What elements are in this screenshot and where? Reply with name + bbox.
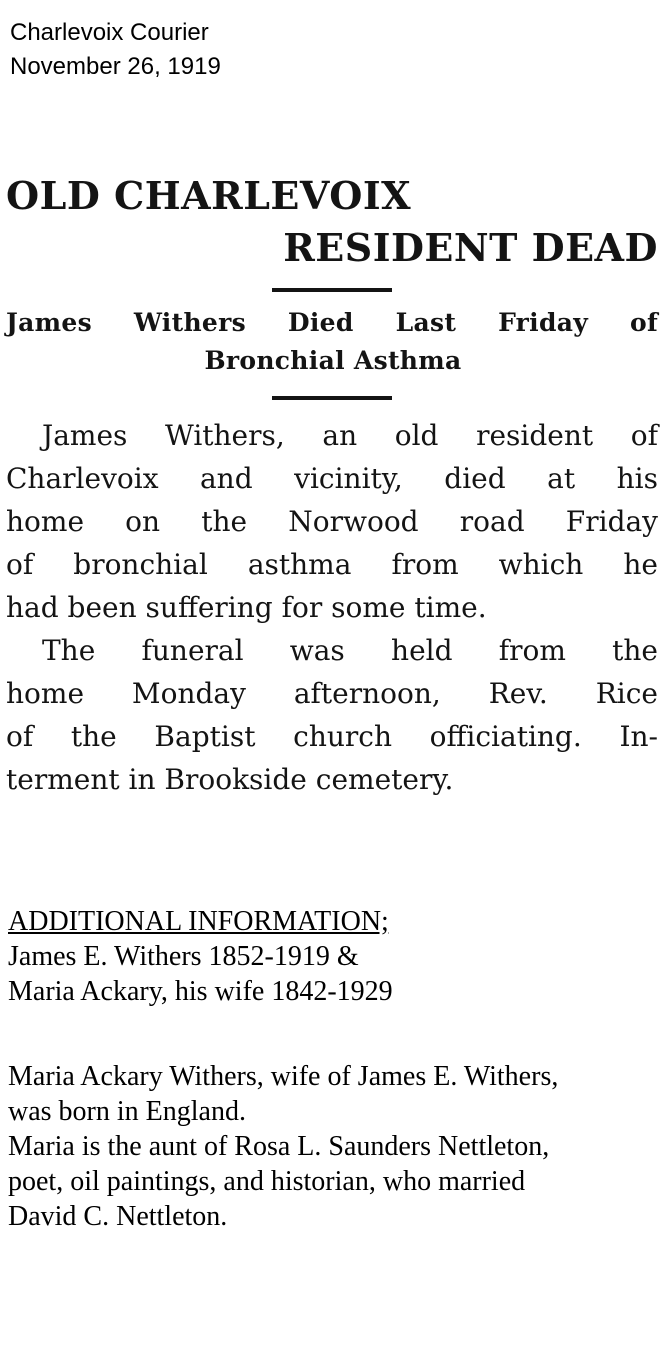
article-line: of the Baptist church officiating. In- xyxy=(6,720,658,753)
subheadline-line-2: Bronchial Asthma xyxy=(204,346,462,375)
additional-line: was born in England. xyxy=(8,1096,246,1127)
additional-line: Maria is the aunt of Rosa L. Saunders Nettleton, xyxy=(8,1131,550,1162)
article-paragraph-2 xyxy=(0,629,666,801)
article-line: had been suffering for some time. xyxy=(6,591,487,624)
article-paragraph-1 xyxy=(0,414,666,629)
article-line: James Withers, an old resident of xyxy=(42,419,658,452)
article-line: home on the Norwood road Friday xyxy=(6,505,658,538)
additional-heading: ADDITIONAL INFORMATION; xyxy=(8,906,389,937)
additional-line: poet, oil paintings, and historian, who married xyxy=(8,1166,526,1197)
headline-line-2: RESIDENT DEAD xyxy=(283,225,658,270)
headline-line-1: OLD CHARLEVOIX xyxy=(6,173,412,218)
article-line: terment in Brookside cemetery. xyxy=(6,763,454,796)
publication-name: Charlevoix Courier xyxy=(10,19,209,46)
article-line: of bronchial asthma from which he xyxy=(6,548,658,581)
additional-line: Maria Ackary, his wife 1842-1929 xyxy=(8,976,393,1007)
publication-date: November 26, 1919 xyxy=(10,53,221,80)
newspaper-clipping xyxy=(0,170,666,801)
article-line: The funeral was held from the xyxy=(42,634,658,667)
additional-line: David C. Nettleton. xyxy=(8,1201,228,1232)
divider-rule xyxy=(272,396,392,400)
additional-line: James E. Withers 1852-1919 & xyxy=(8,941,359,972)
additional-information xyxy=(8,904,664,1234)
additional-line: Maria Ackary Withers, wife of James E. Withers, xyxy=(8,1061,559,1092)
source-citation xyxy=(10,16,221,84)
article-line: Charlevoix and vicinity, died at his xyxy=(6,462,658,495)
subheadline-line-1: James Withers Died Last Friday of xyxy=(6,308,658,337)
divider-rule xyxy=(272,288,392,292)
article-line: home Monday afternoon, Rev. Rice xyxy=(6,677,658,710)
spacer xyxy=(8,1009,664,1059)
